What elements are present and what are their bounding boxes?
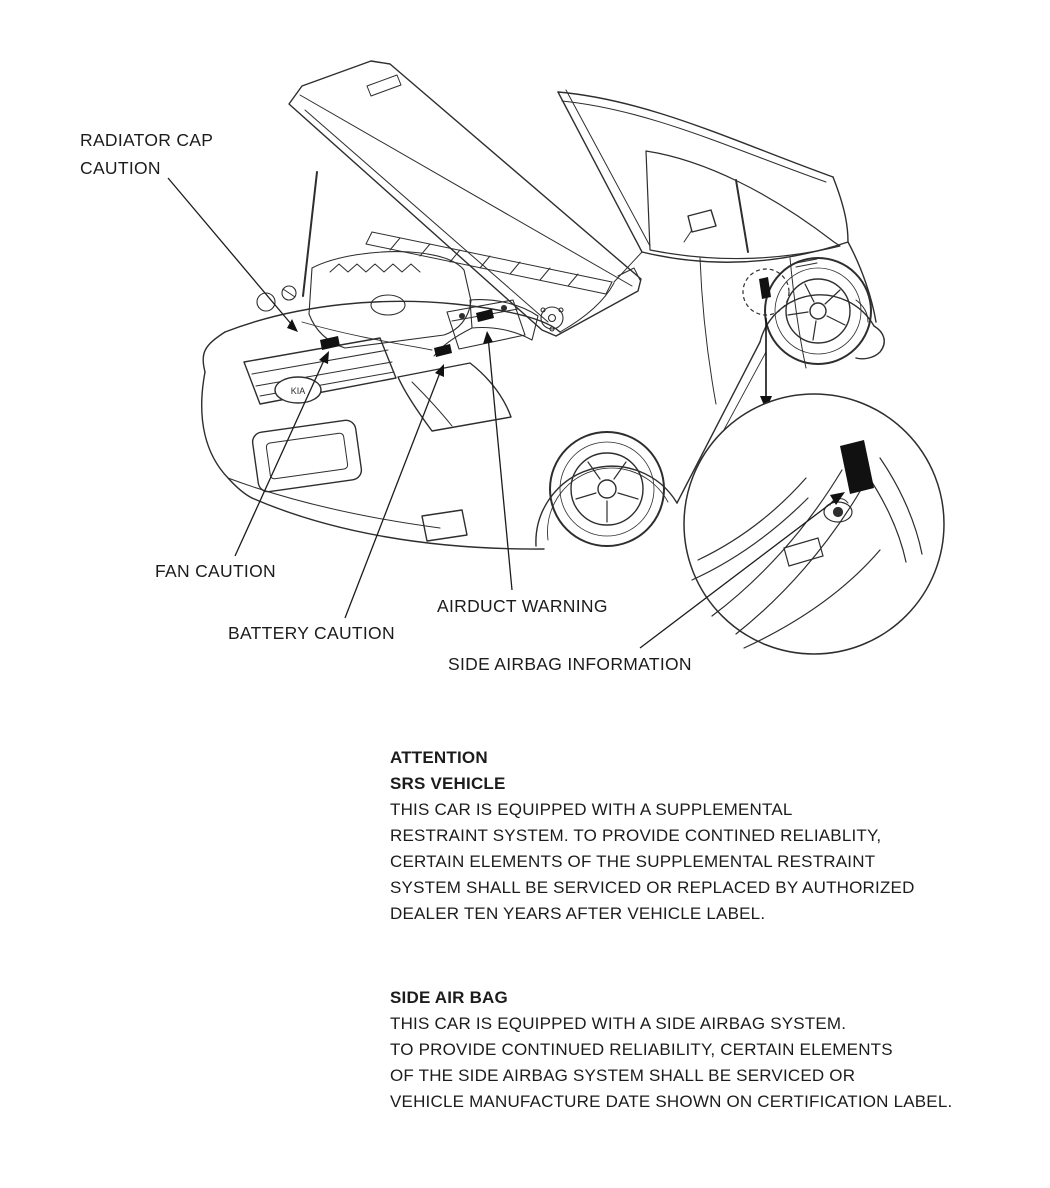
notice-line: OF THE SIDE AIRBAG SYSTEM SHALL BE SERVICED OR [390, 1066, 856, 1085]
callout-radiator-cap-caution: RADIATOR CAP CAUTION [80, 130, 213, 178]
notice-line: TO PROVIDE CONTINUED RELIABILITY, CERTAIN ELEMENTS [390, 1040, 893, 1059]
front-wheel [550, 432, 664, 546]
leader-radiator-line [168, 178, 292, 325]
notice-line: CERTAIN ELEMENTS OF THE SUPPLEMENTAL RESTRAINT [390, 852, 876, 871]
hood-prop-rod [303, 172, 317, 296]
notice-side-air-bag [390, 985, 1040, 1115]
notice-sab-title: SIDE AIR BAG [390, 988, 508, 1007]
notice-line: SYSTEM SHALL BE SERVICED OR REPLACED BY AUTHORIZED [390, 878, 915, 897]
callout-battery-caution: BATTERY CAUTION [228, 623, 395, 643]
front-bumper [228, 419, 544, 549]
leader-airduct-arrowhead [483, 331, 493, 344]
notice-line: THIS CAR IS EQUIPPED WITH A SIDE AIRBAG SYSTEM. [390, 1014, 847, 1033]
engine-bay [257, 252, 563, 356]
notice-srs-vehicle [390, 745, 1020, 927]
notice-srs-subtitle: SRS VEHICLE [390, 774, 506, 793]
marker-door-label [759, 277, 771, 299]
notice-line: RESTRAINT SYSTEM. TO PROVIDE CONTINED RELIABLITY, [390, 826, 882, 845]
callout-side-airbag-information: SIDE AIRBAG INFORMATION [448, 654, 692, 674]
open-hood [289, 61, 641, 336]
notice-srs-title: ATTENTION [390, 748, 488, 767]
magnifier-circle [684, 394, 944, 654]
marker-fan-label [320, 336, 340, 350]
marker-airduct-label [476, 309, 494, 322]
cowl-and-wipers [366, 232, 612, 294]
callout-airduct-warning: AIRDUCT WARNING [437, 596, 608, 616]
callout-fan-caution: FAN CAUTION [155, 561, 276, 581]
leader-battery-line [345, 370, 441, 618]
notice-line: DEALER TEN YEARS AFTER VEHICLE LABEL. [390, 904, 766, 923]
rear-wheel [765, 258, 871, 364]
notice-srs-body [390, 797, 1020, 927]
leader-airduct-line [488, 336, 512, 590]
side-mirror [684, 210, 716, 242]
marker-battery-label [434, 344, 452, 357]
notice-line: THIS CAR IS EQUIPPED WITH A SUPPLEMENTAL [390, 800, 793, 819]
notice-line: VEHICLE MANUFACTURE DATE SHOWN ON CERTIFICATION LABEL. [390, 1092, 953, 1111]
notice-sab-body [390, 1011, 1040, 1115]
kia-logo-text: KIA [290, 386, 306, 396]
fog-lamp [422, 510, 467, 541]
